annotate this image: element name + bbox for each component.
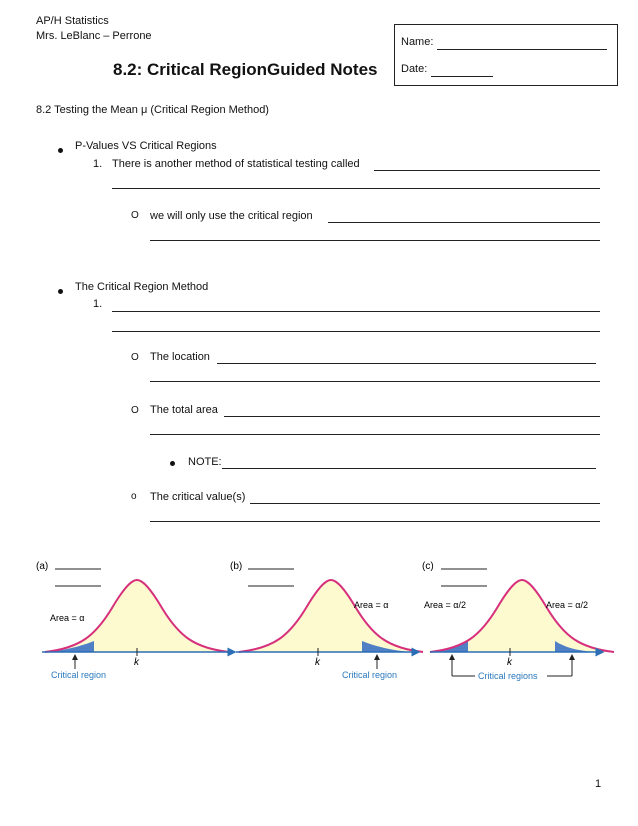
sub3-text: The total area — [150, 404, 218, 416]
figure-a-label: (a) — [36, 561, 49, 572]
section-heading: 8.2 Testing the Mean μ (Critical Region Method) — [36, 104, 269, 116]
date-blank[interactable] — [431, 76, 493, 77]
date-label: Date: — [401, 63, 428, 75]
sub4-marker: o — [131, 491, 137, 502]
sub4-blank[interactable] — [250, 503, 600, 504]
area-label: Area = α — [354, 600, 389, 610]
pointer-arrow-head — [569, 654, 575, 660]
page-title: 8.2: Critical RegionGuided Notes — [113, 60, 378, 79]
bullet-marker — [58, 148, 63, 153]
sub4-blank-line2[interactable] — [150, 521, 600, 522]
note-text: NOTE: — [188, 456, 222, 468]
curve-fill — [430, 580, 614, 652]
item1-blank-line2[interactable] — [112, 188, 600, 189]
figure-b-label: (b) — [230, 561, 243, 572]
bullet-p-values: P-Values VS Critical Regions — [75, 140, 217, 152]
critical-region-figures — [0, 548, 638, 698]
sub3-blank[interactable] — [224, 416, 600, 417]
sub2-text: The location — [150, 351, 210, 363]
page-number: 1 — [595, 778, 602, 790]
pointer-arrow-head — [72, 654, 78, 660]
k-label: k — [134, 657, 139, 668]
figure-c-label: (c) — [422, 561, 434, 572]
sub3-blank-line2[interactable] — [150, 434, 600, 435]
area-label: Area = α — [50, 613, 85, 623]
item2-blank-line2[interactable] — [112, 331, 600, 332]
figure-a — [36, 561, 232, 680]
note-blank[interactable] — [222, 468, 596, 469]
critical-regions-caption: Critical regions — [478, 671, 538, 681]
area-label-left: Area = α/2 — [424, 600, 466, 610]
bullet-marker — [58, 289, 63, 294]
sub1-blank-line2[interactable] — [150, 240, 600, 241]
pointer-arrow-head — [374, 654, 380, 660]
course-label: AP/H Statistics — [36, 15, 109, 27]
item1-blank[interactable] — [374, 170, 600, 171]
name-blank[interactable] — [437, 49, 607, 50]
figure-c — [422, 561, 614, 681]
sub2-marker: O — [131, 352, 139, 363]
sub3-marker: O — [131, 405, 139, 416]
sub1-text: we will only use the critical region — [150, 210, 313, 222]
bullet-critical-region-method: The Critical Region Method — [75, 281, 209, 293]
k-label: k — [507, 657, 512, 668]
item1-number: 1. — [93, 158, 103, 170]
item1-text: There is another method of statistical testing called — [112, 158, 360, 170]
sub4-text: The critical value(s) — [150, 491, 246, 503]
bullet-marker — [170, 461, 175, 466]
figure-b — [230, 561, 423, 680]
area-label-right: Area = α/2 — [546, 600, 588, 610]
sub1-blank[interactable] — [328, 222, 600, 223]
sub2-blank-line2[interactable] — [150, 381, 600, 382]
name-label: Name: — [401, 36, 434, 48]
critical-region-caption: Critical region — [342, 670, 398, 680]
critical-region-caption: Critical region — [51, 670, 107, 680]
sub2-blank[interactable] — [217, 363, 596, 364]
k-label: k — [315, 657, 320, 668]
item2-number: 1. — [93, 298, 103, 310]
item2-blank[interactable] — [112, 311, 600, 312]
pointer-arrow-head — [449, 654, 455, 660]
curve-fill — [239, 580, 423, 652]
name-date-box — [394, 24, 618, 86]
teacher-label: Mrs. LeBlanc – Perrone — [36, 30, 152, 42]
sub1-marker: O — [131, 210, 139, 221]
